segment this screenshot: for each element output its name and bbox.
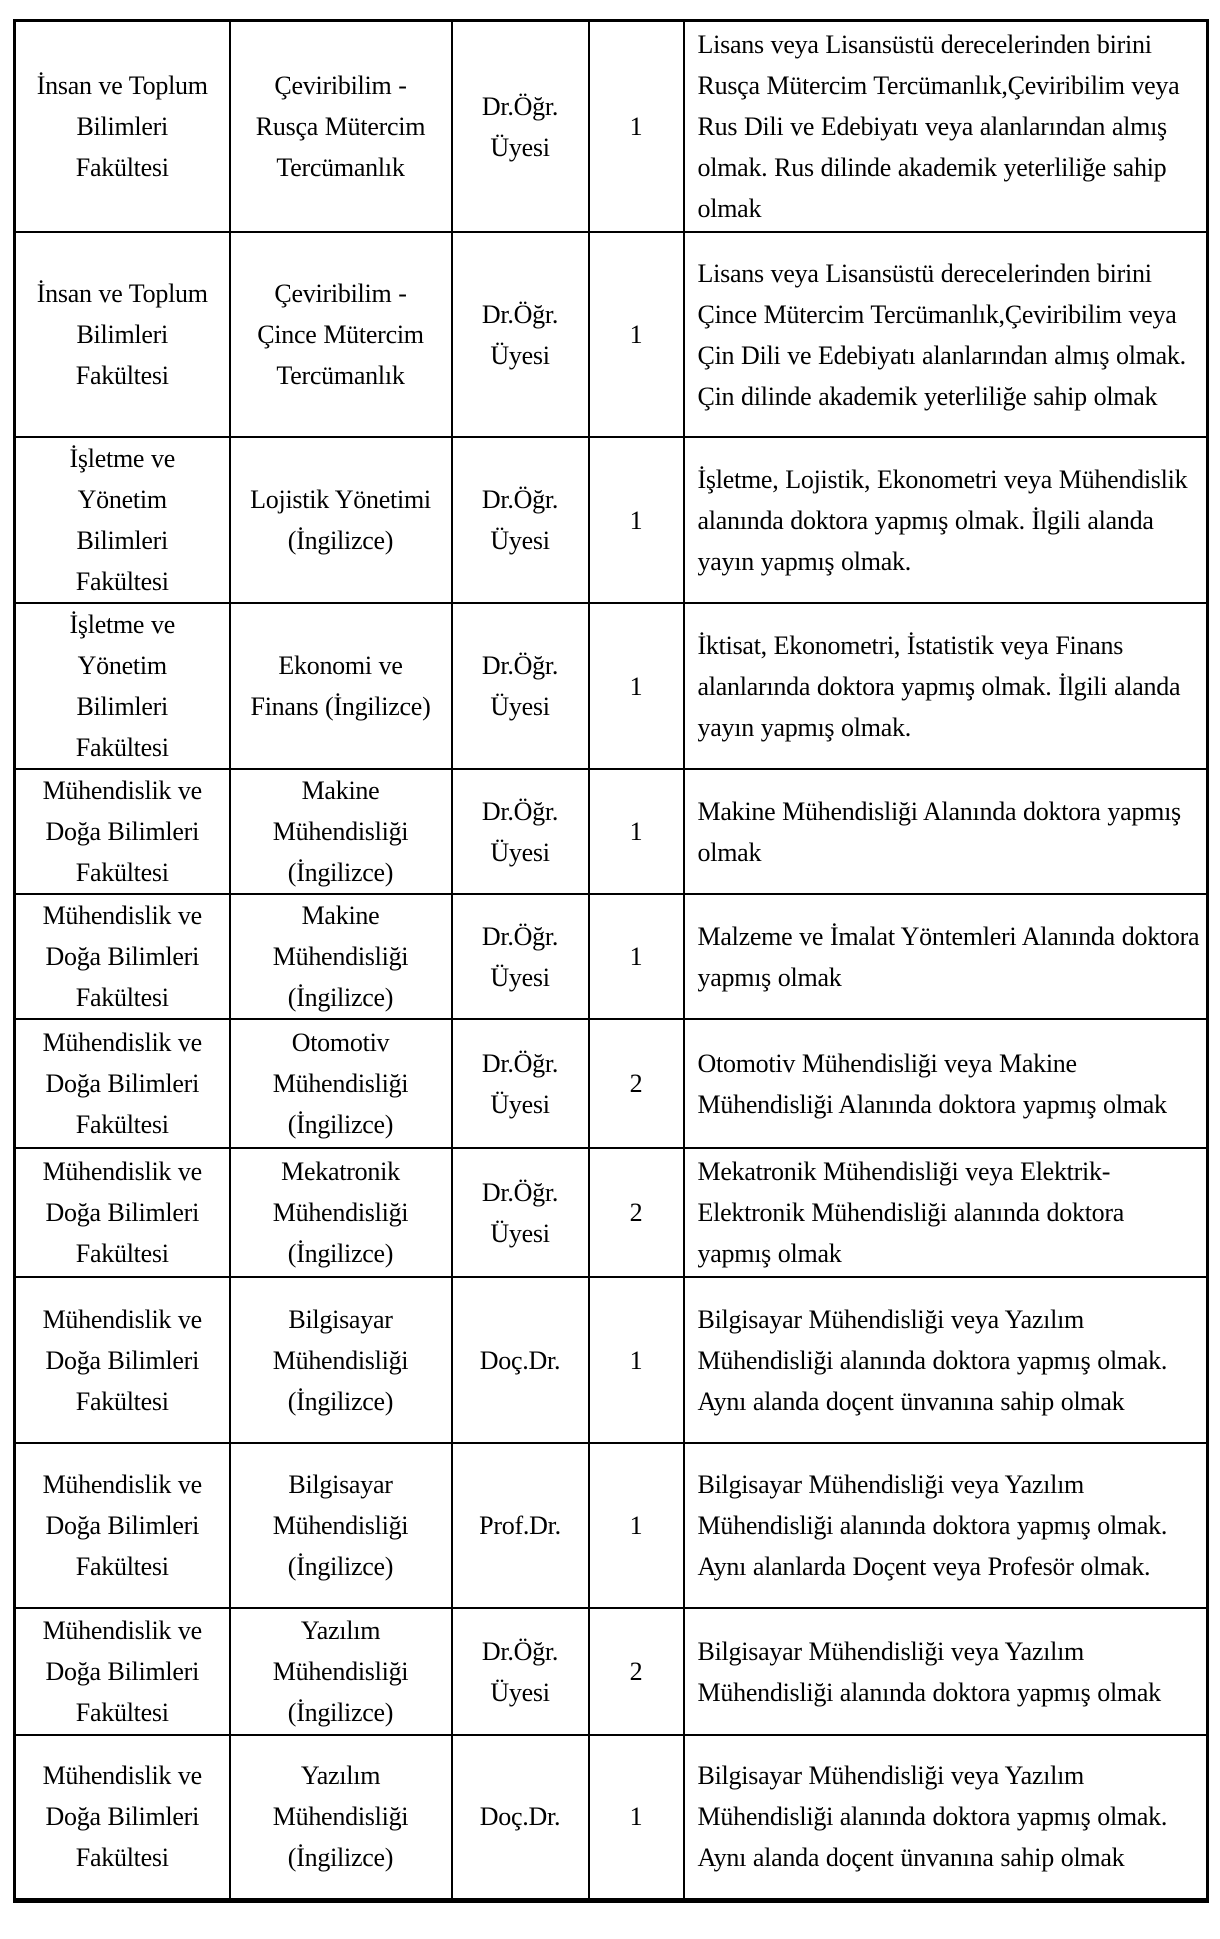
count-cell: 2 (589, 1148, 684, 1277)
faculty-cell: Mühendislik ve Doğa Bilimleri Fakültesi (15, 1735, 230, 1900)
count-cell: 1 (589, 894, 684, 1019)
count-cell: 1 (589, 603, 684, 769)
requirements-cell: İktisat, Ekonometri, İstatistik veya Finans alanlarında doktora yapmış olmak. İlgili alanda yayın yapmış olmak. (684, 603, 1208, 769)
faculty-cell: Mühendislik ve Doğa Bilimleri Fakültesi (15, 769, 230, 894)
faculty-cell: Mühendislik ve Doğa Bilimleri Fakültesi (15, 1277, 230, 1443)
title-cell: Dr.Öğr. Üyesi (452, 437, 589, 603)
requirements-cell: Bilgisayar Mühendisliği veya Yazılım Mühendisliği alanında doktora yapmış olmak (684, 1608, 1208, 1735)
department-cell: Otomotiv Mühendisliği (İngilizce) (230, 1019, 452, 1148)
table-row (15, 1148, 1208, 1277)
title-cell: Dr.Öğr. Üyesi (452, 894, 589, 1019)
count-cell: 1 (589, 1277, 684, 1443)
title-cell: Dr.Öğr. Üyesi (452, 1148, 589, 1277)
count-cell: 1 (589, 769, 684, 894)
requirements-cell: Lisans veya Lisansüstü derecelerinden birini Çince Mütercim Tercümanlık,Çeviribilim veya Çin Dili ve Edebiyatı alanlarından almış olmak. Çin dilinde akademik yeterliliğe sahip olmak (684, 232, 1208, 437)
count-cell: 1 (589, 1443, 684, 1608)
table-row (15, 1019, 1208, 1148)
title-cell: Dr.Öğr. Üyesi (452, 1608, 589, 1735)
count-cell: 1 (589, 1735, 684, 1900)
faculty-cell: İşletme ve Yönetim Bilimleri Fakültesi (15, 437, 230, 603)
title-cell: Dr.Öğr. Üyesi (452, 1019, 589, 1148)
department-cell: Lojistik Yönetimi (İngilizce) (230, 437, 452, 603)
title-cell: Doç.Dr. (452, 1735, 589, 1900)
department-cell: Yazılım Mühendisliği (İngilizce) (230, 1735, 452, 1900)
title-cell: Dr.Öğr. Üyesi (452, 21, 589, 233)
faculty-cell: İnsan ve Toplum Bilimleri Fakültesi (15, 21, 230, 233)
table-row (15, 1277, 1208, 1443)
requirements-cell: Malzeme ve İmalat Yöntemleri Alanında doktora yapmış olmak (684, 894, 1208, 1019)
requirements-cell: Mekatronik Mühendisliği veya Elektrik-Elektronik Mühendisliği alanında doktora yapmış olmak (684, 1148, 1208, 1277)
department-cell: Bilgisayar Mühendisliği (İngilizce) (230, 1277, 452, 1443)
faculty-cell: Mühendislik ve Doğa Bilimleri Fakültesi (15, 1148, 230, 1277)
title-cell: Doç.Dr. (452, 1277, 589, 1443)
count-cell: 2 (589, 1608, 684, 1735)
requirements-cell: Otomotiv Mühendisliği veya Makine Mühendisliği Alanında doktora yapmış olmak (684, 1019, 1208, 1148)
table-row (15, 1608, 1208, 1735)
document-page (0, 19, 1220, 1939)
requirements-cell: Bilgisayar Mühendisliği veya Yazılım Mühendisliği alanında doktora yapmış olmak. Aynı alanda doçent ünvanına sahip olmak (684, 1277, 1208, 1443)
title-cell: Dr.Öğr. Üyesi (452, 769, 589, 894)
count-cell: 2 (589, 1019, 684, 1148)
department-cell: Makine Mühendisliği (İngilizce) (230, 894, 452, 1019)
count-cell: 1 (589, 232, 684, 437)
table-row (15, 232, 1208, 437)
faculty-cell: İnsan ve Toplum Bilimleri Fakültesi (15, 232, 230, 437)
faculty-cell: Mühendislik ve Doğa Bilimleri Fakültesi (15, 894, 230, 1019)
department-cell: Yazılım Mühendisliği (İngilizce) (230, 1608, 452, 1735)
requirements-cell: Makine Mühendisliği Alanında doktora yapmış olmak (684, 769, 1208, 894)
vacancy-table (13, 19, 1209, 1903)
department-cell: Ekonomi ve Finans (İngilizce) (230, 603, 452, 769)
requirements-cell: Bilgisayar Mühendisliği veya Yazılım Mühendisliği alanında doktora yapmış olmak. Aynı alanda doçent ünvanına sahip olmak (684, 1735, 1208, 1900)
title-cell: Prof.Dr. (452, 1443, 589, 1608)
department-cell: Makine Mühendisliği (İngilizce) (230, 769, 452, 894)
count-cell: 1 (589, 437, 684, 603)
table-row (15, 894, 1208, 1019)
department-cell: Çeviribilim - Çince Mütercim Tercümanlık (230, 232, 452, 437)
department-cell: Çeviribilim - Rusça Mütercim Tercümanlık (230, 21, 452, 233)
title-cell: Dr.Öğr. Üyesi (452, 232, 589, 437)
table-row (15, 769, 1208, 894)
count-cell: 1 (589, 21, 684, 233)
table-row (15, 1735, 1208, 1900)
faculty-cell: Mühendislik ve Doğa Bilimleri Fakültesi (15, 1019, 230, 1148)
table-row (15, 603, 1208, 769)
table-row (15, 437, 1208, 603)
department-cell: Bilgisayar Mühendisliği (İngilizce) (230, 1443, 452, 1608)
faculty-cell: Mühendislik ve Doğa Bilimleri Fakültesi (15, 1443, 230, 1608)
title-cell: Dr.Öğr. Üyesi (452, 603, 589, 769)
faculty-cell: İşletme ve Yönetim Bilimleri Fakültesi (15, 603, 230, 769)
table-row (15, 21, 1208, 233)
department-cell: Mekatronik Mühendisliği (İngilizce) (230, 1148, 452, 1277)
table-row (15, 1443, 1208, 1608)
requirements-cell: Lisans veya Lisansüstü derecelerinden birini Rusça Mütercim Tercümanlık,Çeviribilim veya Rus Dili ve Edebiyatı veya alanlarından almış olmak. Rus dilinde akademik yeterliliğe sahip olmak (684, 21, 1208, 233)
requirements-cell: Bilgisayar Mühendisliği veya Yazılım Mühendisliği alanında doktora yapmış olmak. Aynı alanlarda Doçent veya Profesör olmak. (684, 1443, 1208, 1608)
faculty-cell: Mühendislik ve Doğa Bilimleri Fakültesi (15, 1608, 230, 1735)
requirements-cell: İşletme, Lojistik, Ekonometri veya Mühendislik alanında doktora yapmış olmak. İlgili alanda yayın yapmış olmak. (684, 437, 1208, 603)
